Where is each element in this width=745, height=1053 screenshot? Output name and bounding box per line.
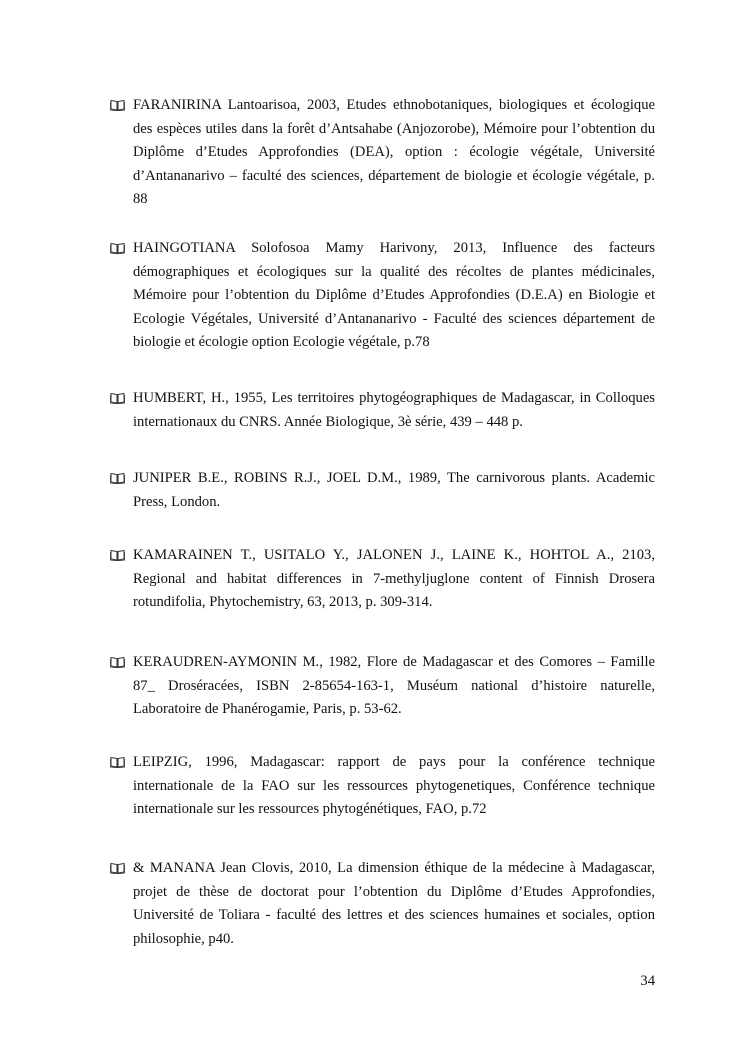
reference-text: HAINGOTIANA Solofosoa Mamy Harivony, 2013, Influence des facteurs démographiques et écologiques sur la qualité des récoltes de plantes médicinales, Mémoire pour l’obtention du Diplôme d’Etudes Approfondies (D.E.A) en Biologie et Ecologie Végétales, Université d’Antananarivo - Faculté des sciences département de biologie et écologie option Ecologie végétale, p.78 [133,240,655,351]
reference-entry [110,544,655,615]
reference-entry [110,467,655,514]
reference-entry [110,651,655,722]
book-icon [110,241,125,253]
book-icon [110,655,125,667]
reference-entry [110,857,655,951]
reference-entry [110,751,655,822]
reference-text: KERAUDREN-AYMONIN M., 1982, Flore de Madagascar et des Comores – Famille 87_ Droséracées, ISBN 2-85654-163-1, Muséum national d’histoire naturelle, Laboratoire de Phanérogamie, Paris, p. 53-62. [133,654,655,718]
reference-text: & MANANA Jean Clovis, 2010, La dimension éthique de la médecine à Madagascar, projet de thèse de doctorat pour l’obtention du Diplôme d’Etudes Approfondies, Université de Toliara - faculté des lettres et des sciences humaines et sociales, option philosophie, p40. [133,860,655,947]
book-icon [110,471,125,483]
reference-text: JUNIPER B.E., ROBINS R.J., JOEL D.M., 1989, The carnivorous plants. Academic Press, London. [133,470,655,510]
reference-text: KAMARAINEN T., USITALO Y., JALONEN J., LAINE K., HOHTOL A., 2103, Regional and habitat differences in 7-methyljuglone content of Finnish Drosera rotundifolia, Phytochemistry, 63, 2013, p. 309-314. [133,547,655,611]
page-number: 34 [640,973,655,989]
reference-entry [110,94,655,212]
reference-text: FARANIRINA Lantoarisoa, 2003, Etudes ethnobotaniques, biologiques et écologique des espèces utiles dans la forêt d’Antsahabe (Anjozorobe), Mémoire pour l’obtention du Diplôme d’Etudes Approfondies (DEA), option : écologie végétale, Université d’Antananarivo – faculté des sciences, département de biologie et écologie végétale, p. 88 [133,97,655,208]
book-icon [110,391,125,403]
reference-entry [110,237,655,355]
book-icon [110,98,125,110]
reference-text: HUMBERT, H., 1955, Les territoires phytogéographiques de Madagascar, in Colloques internationaux du CNRS. Année Biologique, 3è série, 439 – 448 p. [133,390,655,430]
book-icon [110,548,125,560]
reference-text: LEIPZIG, 1996, Madagascar: rapport de pays pour la conférence technique internationale de la FAO sur les ressources phytogenetiques, Conférence technique internationale sur les ressources phytogénétiques, FAO, p.72 [133,754,655,818]
book-icon [110,861,125,873]
reference-entry [110,387,655,434]
book-icon [110,755,125,767]
